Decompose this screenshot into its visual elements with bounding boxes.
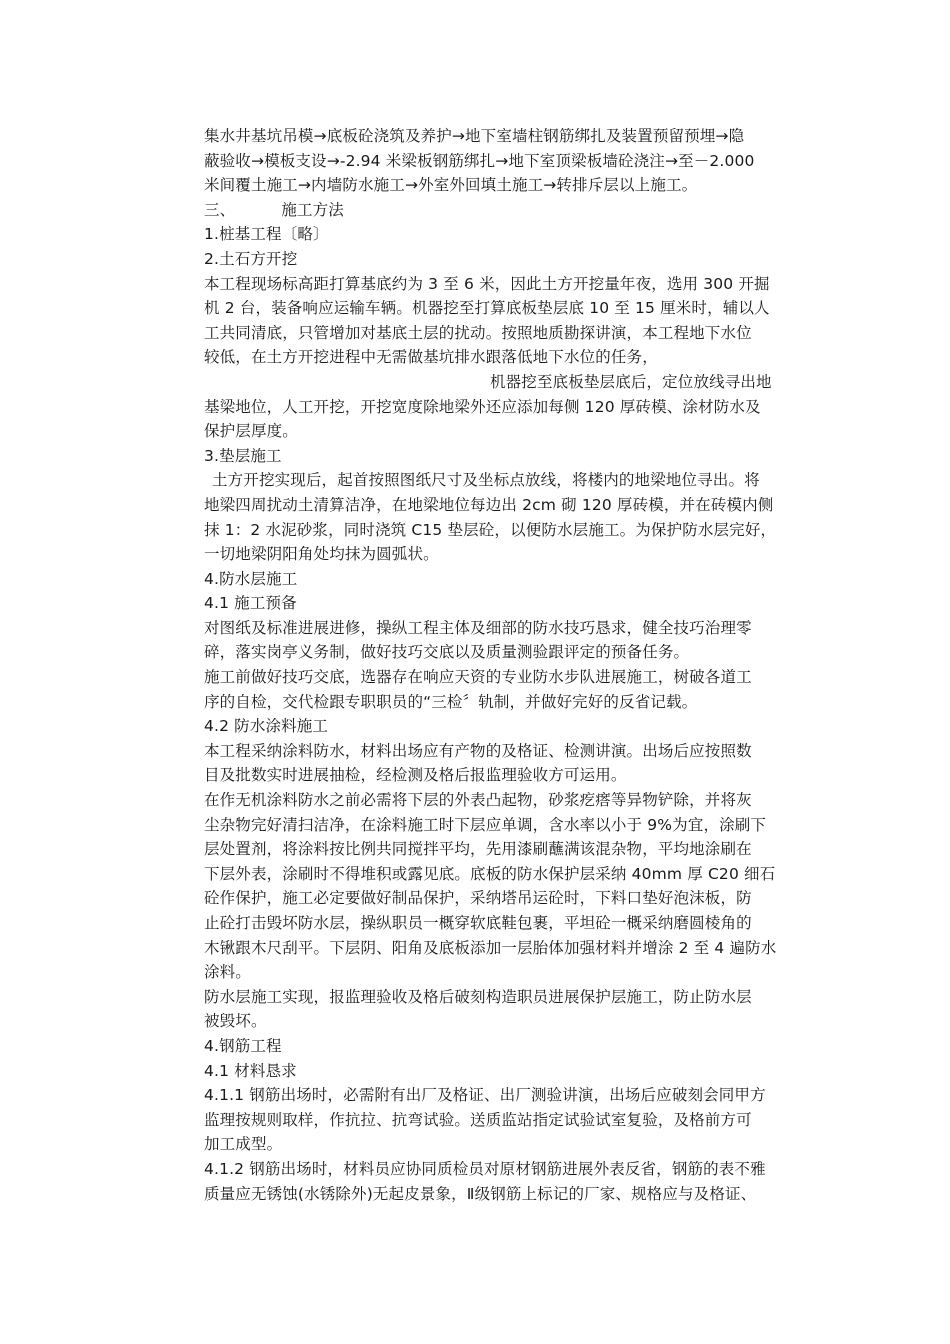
text-line: 4.1.1 钢筋出场时，必需附有出厂及格证、出厂测验讲演，出场后应破刻会同甲方: [204, 1086, 766, 1105]
subsection-heading: 3.垫层施工: [204, 446, 282, 465]
section-title: 施工方法: [281, 200, 344, 219]
text-line: 工共同清底，只管增加对基底土层的扰动。按照地质勘探讲演，本工程地下水位: [204, 323, 752, 342]
text-line: 施工前做好技巧交底，选器存在响应天资的专业防水步队进展施工，树破各道工: [204, 668, 752, 687]
text-line: 土方开挖实现后，起首按照图纸尺寸及坐标点放线，将楼内的地梁地位寻出。将: [212, 471, 760, 490]
text-line: 基梁地位，人工开挖，开挖宽度除地梁外还应添加每侧 120 厚砖模、涂材防水及: [204, 397, 761, 416]
text-line: 4.1.2 钢筋出场时，材料员应协同质检员对原材钢筋进展外表反省，钢筋的表不雅: [204, 1159, 766, 1178]
text-line: 保护层厚度。: [204, 422, 298, 441]
subsection-heading: 4.钢筋工程: [204, 1036, 282, 1055]
text-line: 对图纸及标准进展进修，操纵工程主体及细部的防水技巧恳求，健全技巧治理零: [204, 618, 752, 637]
text-line: 砼作保护，施工必定要做好制品保护，采纳塔吊运砼时，下料口垫好泡沫板，防: [204, 889, 752, 908]
text-line: 较低，在土方开挖进程中无需做基坑排水跟落低地下水位的任务，: [204, 348, 658, 367]
text-line: 层处置剂，将涂料按比例共同搅拌平均，先用漆刷蘸满该混杂物，平均地涂刷在: [204, 840, 752, 859]
text-line: 监理按规则取样，作抗拉、抗弯试验。送质监站指定试验试室复验，及格前方可: [204, 1110, 752, 1129]
text-line: 机器挖至底板垫层底后，定位放线寻出地: [490, 372, 772, 391]
text-line: 涂料。: [204, 963, 251, 982]
text-line: 地梁四周扰动土清算洁净，在地梁地位每边出 2cm 砌 120 厚砖模，并在砖模内侧: [204, 495, 774, 514]
text-line: 序的自检，交代检跟专职职员的“三检〞轨制，并做好完好的反省记载。: [204, 692, 698, 711]
subsection-heading: 4.2 防水涂料施工: [204, 717, 329, 736]
text-line: 尘杂物完好清扫洁净，在涂料施工时下层应单调，含水率以小于 9%为宜，涂刷下: [204, 815, 767, 834]
text-line: 木锹跟木尺刮平。下层阴、阳角及底板添加一层胎体加强材料并增涂 2 至 4 遍防水: [204, 938, 777, 957]
text-line: 下层外表，涂刷时不得堆积或露见底。底板的防水保护层采纳 40mm 厚 C20 细石: [204, 864, 776, 883]
subsection-heading: 1.桩基工程〔略〕: [204, 225, 329, 244]
subsection-heading: 4.1 施工预备: [204, 594, 297, 613]
text-line: 蔽验收→模板支设→-2.94 米梁板钢筋绑扎→地下室顶梁板墙砼浇注→至－2.000: [204, 151, 755, 170]
text-line: 防水层施工实现，报监理验收及格后破刻构造职员进展保护层施工，防止防水层: [204, 987, 752, 1006]
text-line: 碎，落实岗亭义务制，做好技巧交底以及质量测验跟评定的预备任务。: [204, 643, 690, 662]
subsection-heading: 4.防水层施工: [204, 569, 298, 588]
text-line: 米间覆土施工→内墙防水施工→外室外回填土施工→转排斥层以上施工。: [204, 176, 698, 195]
text-line: 目及批数实时进展抽检，经检测及格后报监理验收方可运用。: [204, 766, 627, 785]
subsection-heading: 4.1 材料恳求: [204, 1061, 297, 1080]
text-line: 在作无机涂料防水之前必需将下层的外表凸起物，砂浆疙瘩等异物铲除，并将灰: [204, 791, 752, 810]
text-line: 被毁坏。: [204, 1012, 267, 1031]
text-line: 本工程采纳涂料防水，材料出场应有产物的及格证、检测讲演。出场后应按照数: [204, 741, 752, 760]
text-line: 一切地梁阴阳角处均抹为圆弧状。: [204, 545, 439, 564]
text-line: 止砼打击毁坏防水层，操纵职员一概穿软底鞋包裹，平坦砼一概采纳磨圆棱角的: [204, 914, 752, 932]
text-line: 本工程现场标高距打算基底约为 3 至 6 米，因此土方开挖量年夜，选用 300 开掘: [204, 274, 770, 293]
document-body: [204, 124, 808, 1206]
section-heading: [204, 198, 808, 223]
text-line: 质量应无锈蚀(水锈除外)无起皮景象，Ⅱ级钢筋上标记的厂家、规格应与及格证、: [204, 1184, 757, 1203]
text-line: 加工成型。: [204, 1135, 283, 1154]
subsection-heading: 2.土石方开挖: [204, 249, 298, 268]
text-line: 机 2 台，装备响应运输车辆。机器挖至打算底板垫层底 10 至 15 厘米时，辅以人: [204, 299, 770, 318]
text-line: 集水井基坑吊模→底板砼浇筑及养护→地下室墙柱钢筋绑扎及装置预留预埋→隐: [204, 127, 745, 145]
text-line: 抹 1：2 水泥砂浆，同时浇筑 C15 垫层砼，以便防水层施工。为保护防水层完好，: [204, 520, 777, 539]
section-number: 三、: [204, 200, 236, 219]
